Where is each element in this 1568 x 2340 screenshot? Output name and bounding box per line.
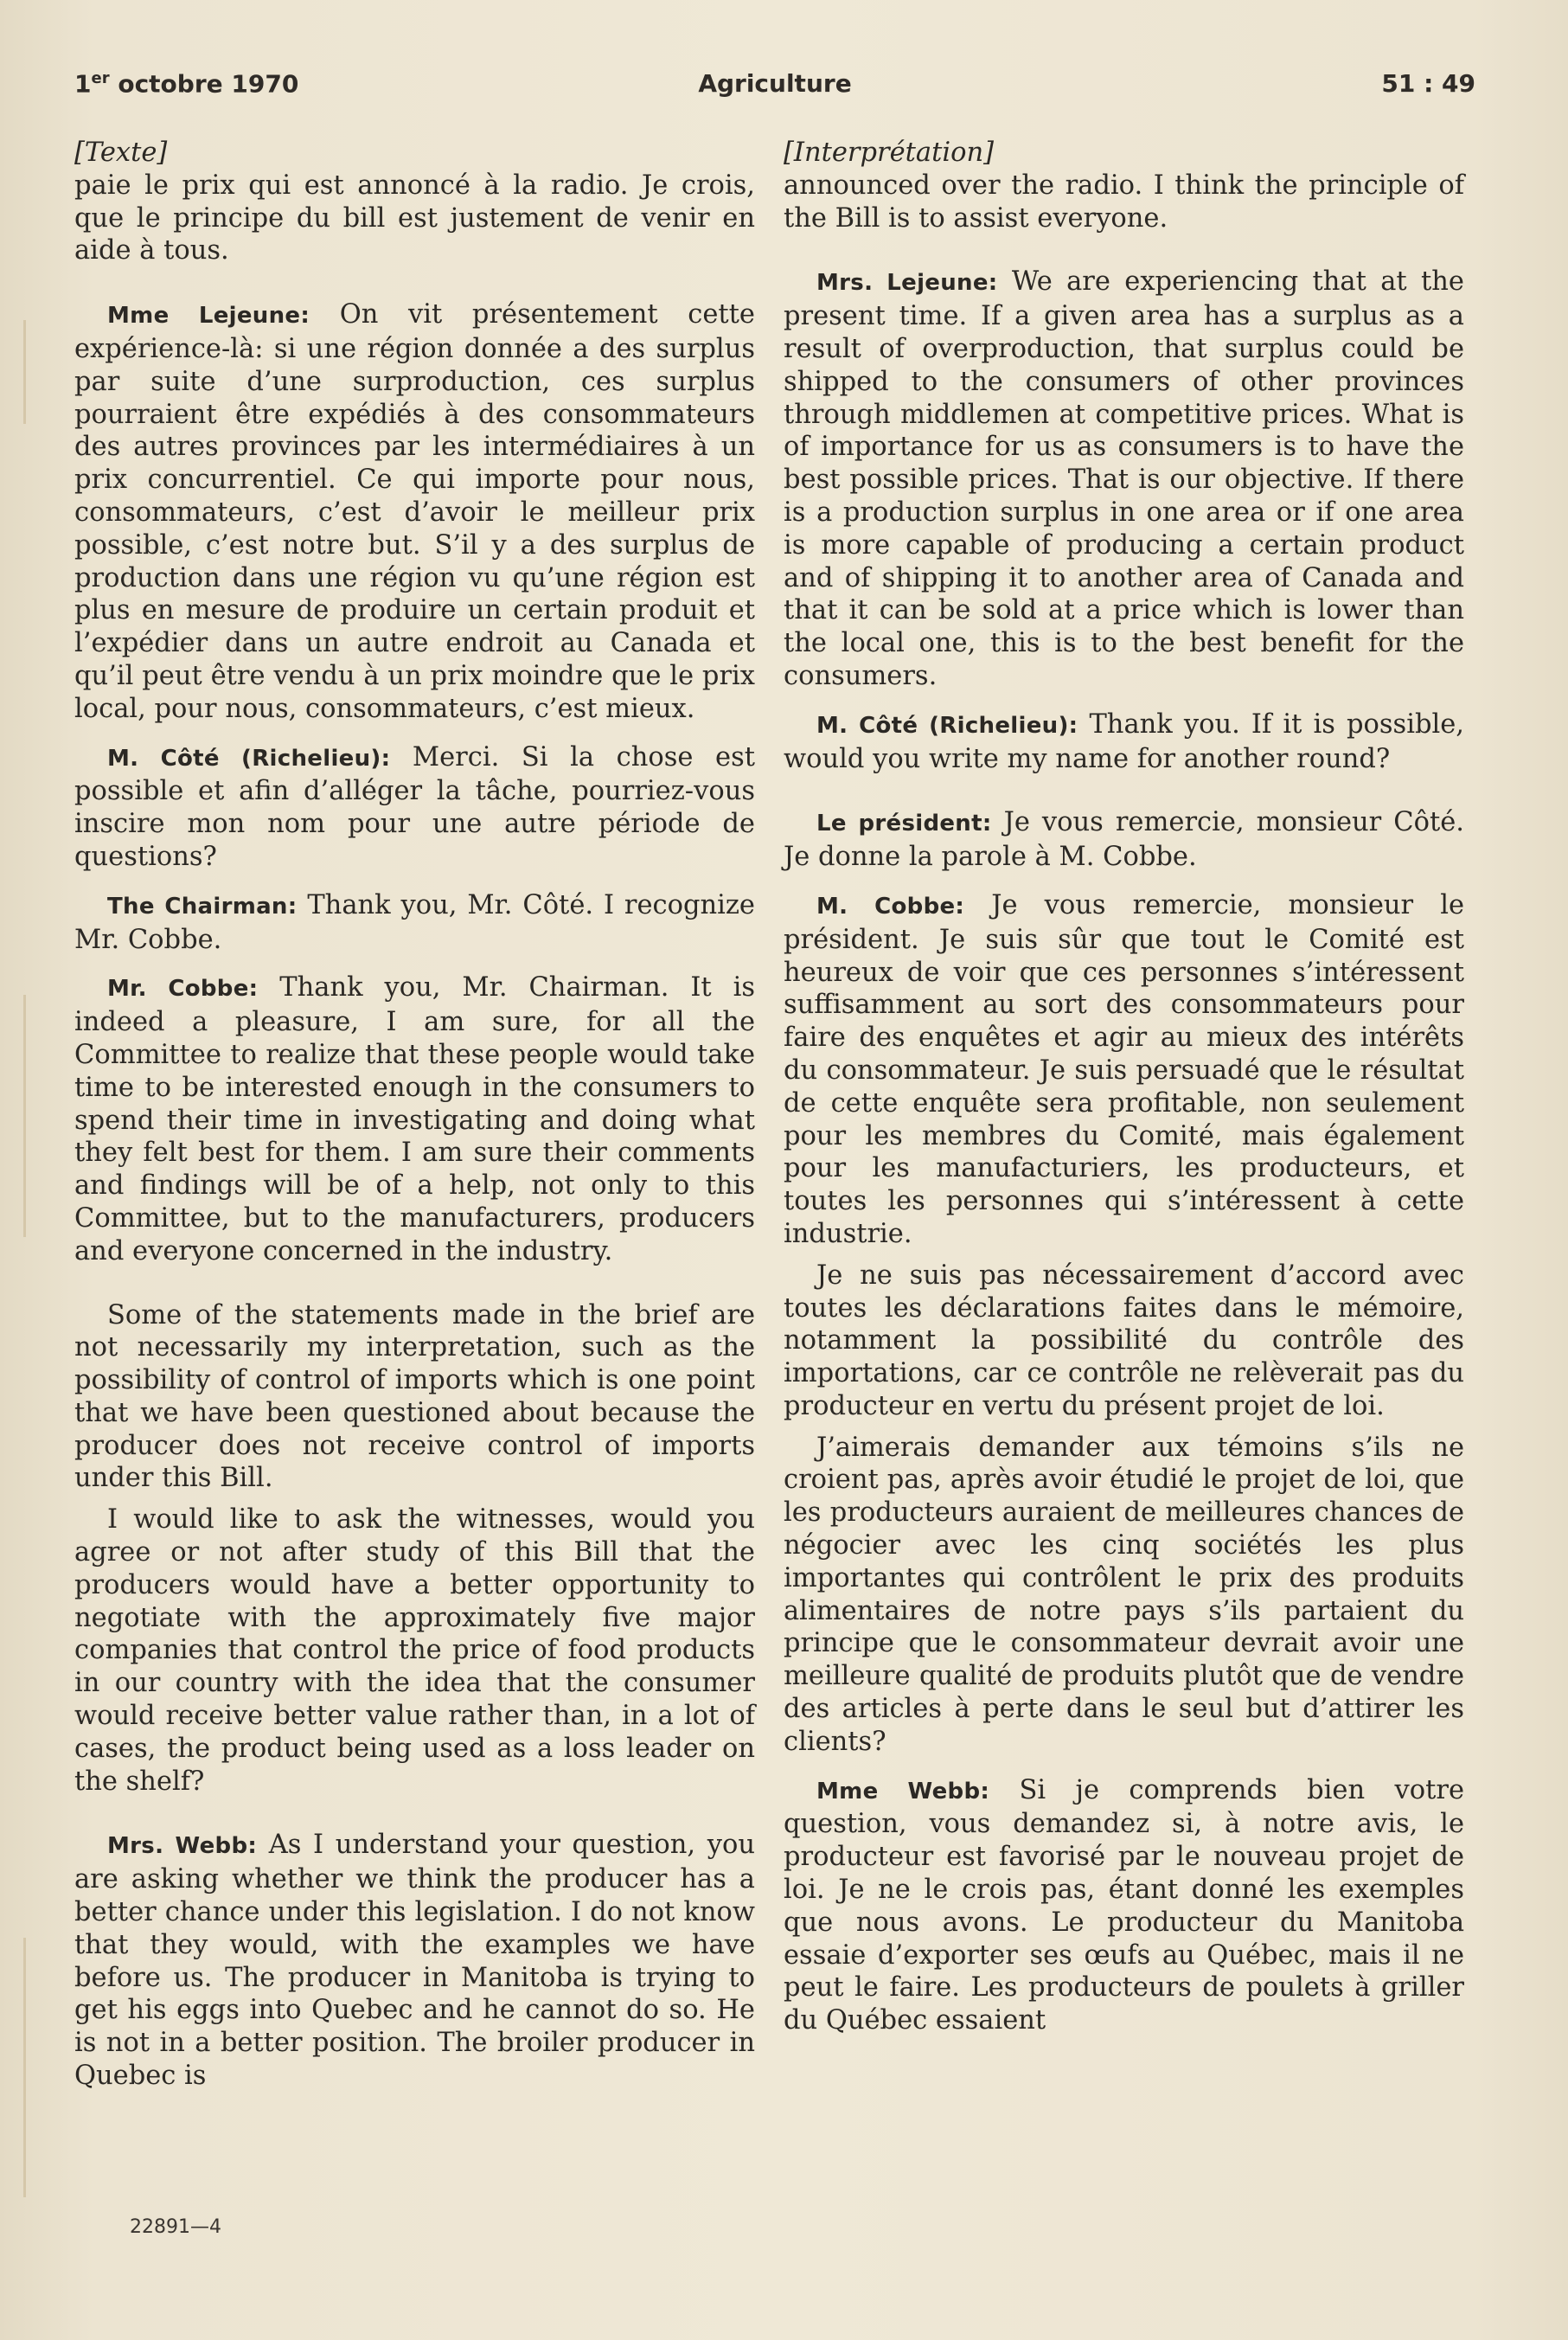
speech-text: We are experiencing that at the present time. If a given area has a surplus as a result of overproduction, that surplus could be shipped to the consumers of other provinces through middlemen at competitive prices. What is of importance for us as consumers is to have the best possible prices. That is our objective. If there is a production surplus in one area or if one area is more capable of producing a certain product and of shipping it to another area of Canada and that it can be sold at a price which is lower than the local one, this is to the best benefit for the consumers. [784,266,1464,691]
speech-text: Je vous remercie, monsieur le président. Je suis sûr que tout le Comité est heureux de voir que ces personnes s’intéressent suffisamment au sort des consommateurs pour faire des enquêtes et agir au mieux des intérêts du consommateur. Je suis persuadé que le résultat de cette enquête sera profitable, non seulement pour les membres du Comité, mais également pour les manufacturiers, les producteurs, et toutes les personnes qui s’intéressent à cette industrie. [784,889,1464,1249]
margin-mark [23,995,26,1237]
right-column-tag: [Interprétation] [784,138,994,168]
right-paragraph-8 [784,1774,1464,2037]
left-paragraph-4 [74,889,755,957]
right-paragraph-6: Je ne suis pas nécessairement d’accord avec toutes les déclarations faites dans le mémoire, notamment la possibilité du contrôle des importations, car ce contrôle ne relèverait pas du producteur en vertu du présent projet de loi. [784,1260,1464,1421]
header-date-rest: octobre 1970 [109,69,299,99]
right-paragraph-7: J’aimerais demander aux témoins s’ils ne croient pas, après avoir étudié le projet de loi, que les producteurs auraient de meilleures chances de négocier avec les cinq sociétés les plus importantes qui contrôlent le prix des produits alimentaires de notre pays s’ils partaient du principe que le consommateur devrait avoir une meilleure qualité de produits plutôt que de vendre des articles à perte dans le seul but d’attirer les clients? [784,1432,1464,1757]
right-column [784,137,1464,2037]
right-paragraph-4 [784,806,1464,874]
speech-text: Je vous remercie, monsieur Côté. Je donne la parole à M. Cobbe. [784,807,1464,873]
header-date-sup: er [91,69,110,87]
speech-text: On vit présentement cette expérience-là: si une région donnée a des surplus par suite d’une surproduction, ces surplus pourraient être expédiés à des consommateurs des autres provinces par les intermédiaires à un prix concurrentiel. Ce qui importe pour nous, consommateurs, c’est d’avoir le meilleur prix possible, c’est notre but. S’il y a des surplus de production dans une région vu qu’une région est plus en mesure de produire un certain produit et l’expédier dans un autre endroit au Canada et qu’il peut être vendu à un prix moindre que le prix local, pour nous, consommateurs, c’est mieux. [74,299,755,724]
margin-mark [23,1938,26,2197]
speaker-name: M. Cobbe: [816,893,965,920]
left-paragraph-5 [74,971,755,1267]
footer-code: 22891—4 [130,2216,221,2238]
speech-text: As I understand your question, you are asking whether we think the producer has a better chance under this legislation. I do not know that they would, with the examples we have before us. The producer in Manitoba is trying to get his eggs into Quebec and he cannot do so. He is not in a better position. The broiler producer in Quebec is [74,1830,755,2092]
speaker-name: The Chairman: [107,893,298,920]
left-paragraph-8 [74,1829,755,2092]
left-column [74,137,755,2093]
header-title: Agriculture [698,69,852,98]
right-paragraph-1: announced over the radio. I think the principle of the Bill is to assist everyone. [784,170,1464,234]
speaker-name: Mme Webb: [816,1778,990,1805]
speaker-name: Le président: [816,811,992,837]
speaker-name: Mrs. Webb: [107,1833,258,1860]
speaker-name: M. Côté (Richelieu): [107,745,391,772]
left-paragraph-7: I would like to ask the witnesses, would you agree or not after study of this Bill that the producers would have a better opportunity to negotiate with the approximately five major companies that control the price of food products in our country with the idea that the consumer would receive better value rather than, in a lot of cases, the product being used as a loss leader on the shelf? [74,1504,755,1797]
left-paragraph-1: paie le prix qui est annoncé à la radio. Je crois, que le principe du bill est justement de venir en aide à tous. [74,170,755,266]
left-paragraph-3 [74,741,755,874]
left-paragraph-6: Some of the statements made in the brief are not necessarily my interpretation, such as the possibility of control of imports which is one point that we have been questioned about because the producer does not receive control of imports under this Bill. [74,1299,755,1494]
speaker-name: Mrs. Lejeune: [816,270,998,297]
right-paragraph-5 [784,889,1464,1251]
speaker-name: Mr. Cobbe: [107,976,259,1003]
margin-mark [23,320,26,424]
right-paragraph-3 [784,708,1464,776]
speech-text: Merci. Si la chose est possible et afin d’alléger la tâche, pourriez-vous inscire mon nom pour une autre période de questions? [74,741,755,872]
right-paragraph-2 [784,266,1464,692]
left-column-tag: [Texte] [74,138,168,168]
speech-text: Si je comprends bien votre question, vous demandez si, à notre avis, le producteur est favorisé par le nouveau projet de loi. Je ne le crois pas, étant donné les exemples que nous avons. Le producteur du Manitoba essaie d’exporter ses œufs au Québec, mais il ne peut le faire. Les producteurs de poulets à griller du Québec essaient [784,1774,1464,2036]
speech-text: Thank you, Mr. Côté. I recognize Mr. Cobbe. [74,889,755,955]
page-header [74,69,1475,112]
left-paragraph-2 [74,298,755,725]
header-date-day: 1 [74,69,92,99]
speaker-name: Mme Lejeune: [107,303,310,330]
speaker-name: M. Côté (Richelieu): [816,712,1078,739]
speech-text: Thank you. If it is possible, would you write my name for another round? [784,708,1464,774]
speech-text: Thank you, Mr. Chairman. It is indeed a pleasure, I am sure, for all the Committee to realize that these people would take time to be interested enough in the consumers to spend their time in investigating and doing what they felt best for them. I am sure their comments and findings will be of a help, not only to this Committee, but to the manufacturers, producers and everyone concerned in the industry. [74,972,755,1266]
header-page-ref: 51 : 49 [1381,69,1475,98]
